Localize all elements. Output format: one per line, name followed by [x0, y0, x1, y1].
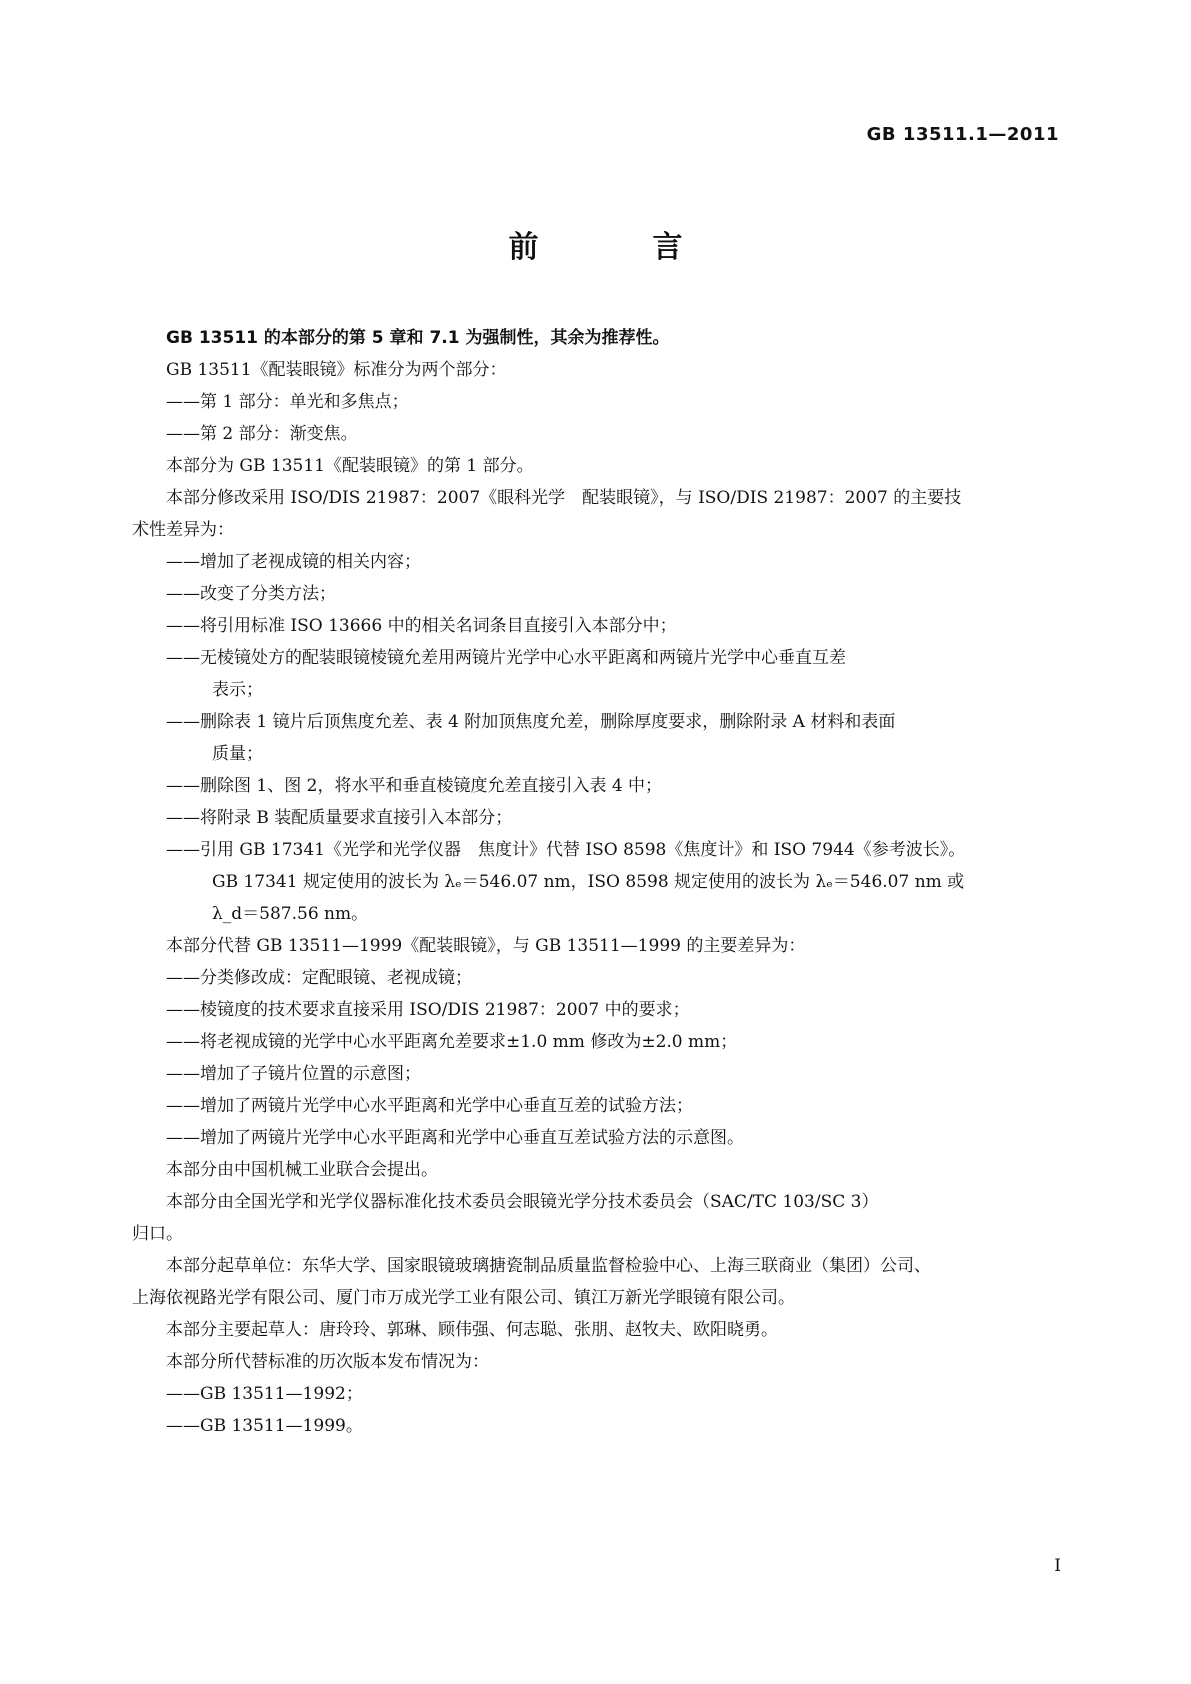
paragraph: GB 13511《配装眼镜》标准分为两个部分：	[166, 360, 507, 380]
list-item: ——删除图 1、图 2，将水平和垂直棱镜度允差直接引入表 4 中；	[166, 776, 663, 796]
document-body	[132, 322, 1062, 1442]
paragraph: 本部分代替 GB 13511—1999《配装眼镜》，与 GB 13511—1999 的主要差异为：	[166, 936, 806, 956]
list-item-continuation: 质量；	[212, 744, 263, 764]
list-item: ——GB 13511—1992；	[166, 1384, 363, 1404]
paragraph: 本部分由中国机械工业联合会提出。	[166, 1160, 438, 1180]
list-item: ——引用 GB 17341《光学和光学仪器 焦度计》代替 ISO 8598《焦度计》和 ISO 7944《参考波长》。	[166, 840, 966, 860]
list-item: ——无棱镜处方的配装眼镜棱镜允差用两镜片光学中心水平距离和两镜片光学中心垂直互差	[166, 648, 846, 668]
standard-code: GB 13511.1—2011	[866, 124, 1059, 145]
list-item: ——分类修改成：定配眼镜、老视成镜；	[166, 968, 472, 988]
list-item: ——将引用标准 ISO 13666 中的相关名词条目直接引入本部分中；	[166, 616, 677, 636]
list-item: ——增加了子镜片位置的示意图；	[166, 1064, 421, 1084]
paragraph: 本部分所代替标准的历次版本发布情况为：	[166, 1352, 489, 1372]
list-item: ——增加了老视成镜的相关内容；	[166, 552, 421, 572]
list-item: ——第 1 部分：单光和多焦点；	[166, 392, 409, 412]
list-item: ——将附录 B 装配质量要求直接引入本部分；	[166, 808, 513, 828]
paragraph-continuation: 术性差异为：	[132, 520, 234, 540]
paragraph: 本部分由全国光学和光学仪器标准化技术委员会眼镜光学分技术委员会（SAC/TC 103/SC 3）	[166, 1192, 879, 1212]
page-title: 前 言	[508, 230, 725, 265]
mandatory-statement: GB 13511 的本部分的第 5 章和 7.1 为强制性，其余为推荐性。	[166, 328, 670, 348]
paragraph: 本部分为 GB 13511《配装眼镜》的第 1 部分。	[166, 456, 534, 476]
list-item: ——删除表 1 镜片后顶焦度允差、表 4 附加顶焦度允差，删除厚度要求，删除附录 A 材料和表面	[166, 712, 896, 732]
list-item-continuation: GB 17341 规定使用的波长为 λₑ＝546.07 nm，ISO 8598 规定使用的波长为 λₑ＝546.07 nm 或	[212, 872, 965, 892]
list-item: ——将老视成镜的光学中心水平距离允差要求±1.0 mm 修改为±2.0 mm；	[166, 1032, 738, 1052]
list-item: ——第 2 部分：渐变焦。	[166, 424, 358, 444]
paragraph: 本部分起草单位：东华大学、国家眼镜玻璃搪瓷制品质量监督检验中心、上海三联商业（集团）公司、	[166, 1256, 931, 1276]
list-item: ——GB 13511—1999。	[166, 1416, 363, 1436]
paragraph-continuation: 上海依视路光学有限公司、厦门市万成光学工业有限公司、镇江万新光学眼镜有限公司。	[132, 1288, 795, 1308]
list-item: ——改变了分类方法；	[166, 584, 336, 604]
list-item: ——增加了两镜片光学中心水平距离和光学中心垂直互差的试验方法；	[166, 1096, 693, 1116]
list-item: ——增加了两镜片光学中心水平距离和光学中心垂直互差试验方法的示意图。	[166, 1128, 744, 1148]
list-item-continuation: 表示；	[212, 680, 263, 700]
paragraph-continuation: 归口。	[132, 1224, 183, 1244]
page-number: I	[1054, 1556, 1061, 1576]
paragraph: 本部分修改采用 ISO/DIS 21987：2007《眼科光学 配装眼镜》，与 ISO/DIS 21987：2007 的主要技	[166, 488, 962, 508]
paragraph: 本部分主要起草人：唐玲玲、郭琳、顾伟强、何志聪、张朋、赵牧夫、欧阳晓勇。	[166, 1320, 778, 1340]
list-item: ——棱镜度的技术要求直接采用 ISO/DIS 21987：2007 中的要求；	[166, 1000, 690, 1020]
list-item-continuation: λ_d＝587.56 nm。	[212, 904, 369, 924]
